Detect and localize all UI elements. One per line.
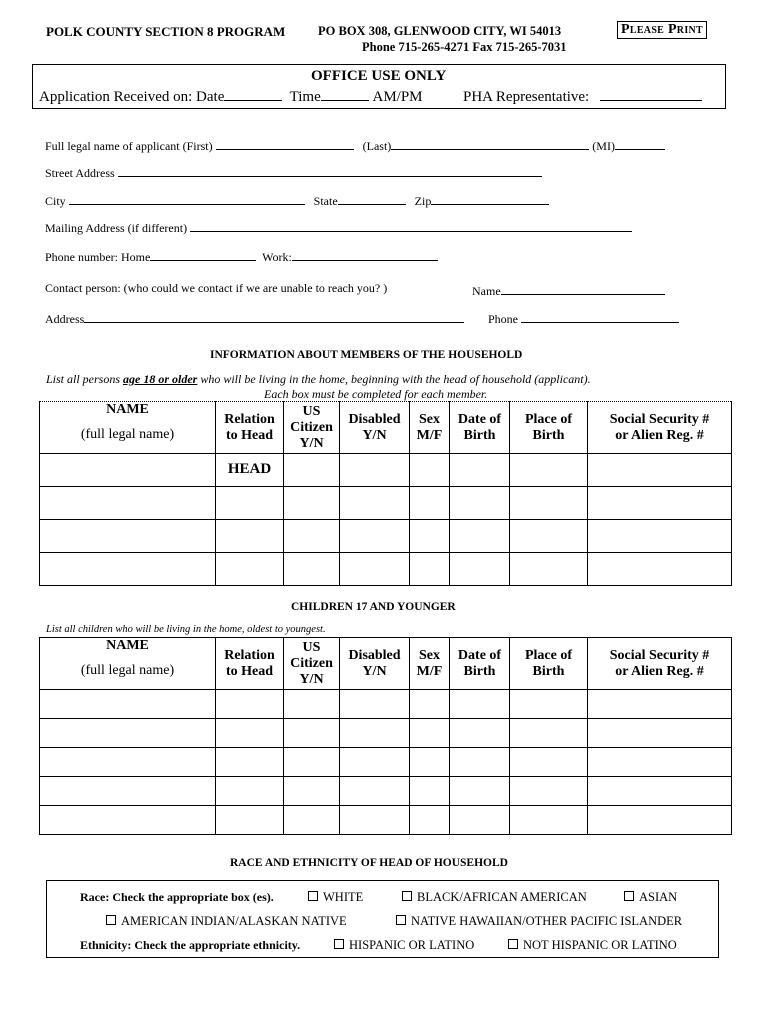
table-row[interactable] (40, 520, 732, 553)
children-title: CHILDREN 17 AND YOUNGER (291, 601, 456, 613)
table-row[interactable] (40, 690, 732, 719)
table-row[interactable] (40, 553, 732, 586)
program-name: POLK COUNTY SECTION 8 PROGRAM (46, 24, 286, 39)
program-address: PO BOX 308, GLENWOOD CITY, WI 54013 (318, 24, 562, 38)
col-dob: Date of Birth (450, 402, 510, 454)
ethnicity-hispanic-option[interactable]: HISPANIC OR LATINO (334, 938, 474, 953)
children-instructions: List all children who will be living in the home, oldest to youngest. (46, 624, 326, 635)
race-label: Race: Check the appropriate box (es). (80, 890, 274, 904)
table-row[interactable] (40, 454, 732, 487)
col-disabled: Disabled Y/N (340, 402, 410, 454)
checkbox-icon[interactable] (508, 939, 518, 949)
children-table (39, 637, 732, 835)
applicant-name-field[interactable]: Full legal name of applicant (First) (Last) (MI) (45, 136, 665, 154)
checkbox-icon[interactable] (402, 891, 412, 901)
col-dob: Date of Birth (450, 638, 510, 690)
race-asian-option[interactable]: ASIAN (624, 890, 677, 905)
city-state-zip-field[interactable]: City State Zip (45, 191, 549, 209)
phone-field[interactable]: Phone number: Home Work: (45, 247, 438, 265)
table-row[interactable] (40, 748, 732, 777)
col-ssn: Social Security # or Alien Reg. # (588, 402, 732, 454)
col-pob: Place of Birth (510, 402, 588, 454)
pha-rep-field[interactable]: PHA Representative: (463, 87, 702, 106)
head-label: HEAD (216, 454, 284, 487)
household-instructions: List all persons age 18 or older who will be living in the home, beginning with the head of household (applicant). (46, 372, 591, 386)
checkbox-icon[interactable] (624, 891, 634, 901)
ethnicity-label: Ethnicity: Check the appropriate ethnicity. (80, 938, 301, 952)
race-title: RACE AND ETHNICITY OF HEAD OF HOUSEHOLD (230, 857, 508, 869)
mailing-address-field[interactable]: Mailing Address (if different) (45, 218, 632, 236)
col-pob: Place of Birth (510, 638, 588, 690)
col-relation: Relation to Head (216, 638, 284, 690)
col-citizen: US Citizen Y/N (284, 638, 340, 690)
race-native-option[interactable]: AMERICAN INDIAN/ALASKAN NATIVE (106, 914, 347, 929)
race-white-option[interactable]: WHITE (308, 890, 363, 905)
table-row[interactable] (40, 719, 732, 748)
contact-phone-field[interactable]: Phone (488, 309, 679, 327)
race-black-option[interactable]: BLACK/AFRICAN AMERICAN (402, 890, 587, 905)
col-name: NAME (full legal name) (40, 638, 216, 690)
ethnicity-not-hispanic-option[interactable]: NOT HISPANIC OR LATINO (508, 938, 677, 953)
adults-table (39, 401, 732, 586)
contact-name-field[interactable]: Name (472, 281, 665, 299)
col-disabled: Disabled Y/N (340, 638, 410, 690)
table-row[interactable] (40, 487, 732, 520)
race-hawaiian-option[interactable]: NATIVE HAWAIIAN/OTHER PACIFIC ISLANDER (396, 914, 682, 929)
checkbox-icon[interactable] (396, 915, 406, 925)
household-instructions-2: Each box must be completed for each member. (264, 387, 488, 401)
contact-address-field[interactable]: Address (45, 309, 464, 327)
table-row[interactable] (40, 777, 732, 806)
please-print-badge: Please Print (617, 21, 707, 39)
col-ssn: Social Security # or Alien Reg. # (588, 638, 732, 690)
table-row[interactable] (40, 806, 732, 835)
household-title: INFORMATION ABOUT MEMBERS OF THE HOUSEHOLD (210, 349, 523, 361)
col-sex: Sex M/F (410, 402, 450, 454)
program-phone: Phone 715-265-4271 Fax 715-265-7031 (362, 40, 567, 54)
received-date-field[interactable]: Application Received on: Date Time AM/PM (39, 89, 423, 105)
col-name: NAME (full legal name) (40, 402, 216, 454)
checkbox-icon[interactable] (308, 891, 318, 901)
col-relation: Relation to Head (216, 402, 284, 454)
street-address-field[interactable]: Street Address (45, 163, 542, 181)
office-use-title: OFFICE USE ONLY (311, 68, 447, 84)
col-citizen: US Citizen Y/N (284, 402, 340, 454)
office-use-box (32, 64, 726, 109)
checkbox-icon[interactable] (334, 939, 344, 949)
contact-person-label: Contact person: (who could we contact if we are unable to reach you? ) (45, 281, 388, 295)
checkbox-icon[interactable] (106, 915, 116, 925)
col-sex: Sex M/F (410, 638, 450, 690)
